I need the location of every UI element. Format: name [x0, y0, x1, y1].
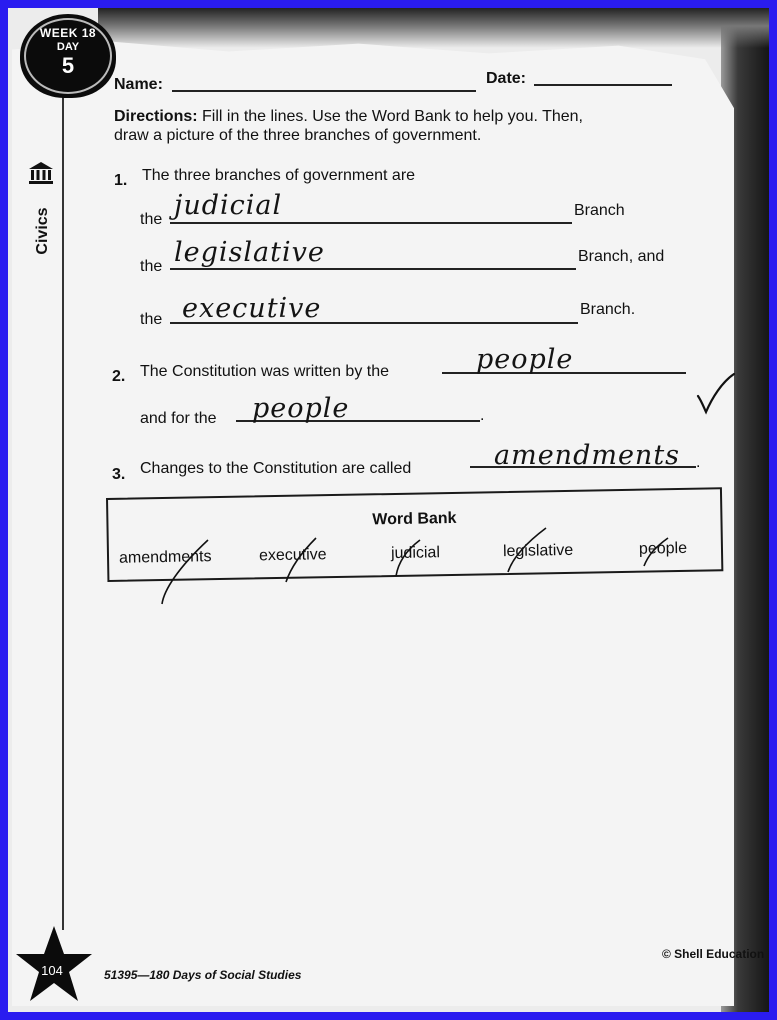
directions-text-1: Fill in the lines. Use the Word Bank to help you. Then, — [202, 108, 583, 125]
building-columns-icon — [28, 160, 54, 186]
word-bank-title: Word Bank — [372, 509, 457, 529]
q2-prompt2: and for the — [140, 410, 217, 427]
q3-answer: amendments — [494, 440, 681, 471]
subject-label: Civics — [34, 207, 51, 255]
q1-prompt: The three branches of government are — [142, 167, 416, 184]
q1-row3-answer: executive — [182, 293, 322, 324]
q2-end: . — [480, 407, 485, 424]
word-bank-box — [106, 487, 723, 582]
top-edge-shadow — [98, 8, 769, 48]
word-bank-word: executive — [258, 546, 327, 565]
q3-number: 3. — [112, 466, 126, 483]
q3-prompt: Changes to the Constitution are called — [140, 460, 412, 477]
q1-row3-prefix: the — [140, 311, 163, 328]
directions-line-2: draw a picture of the three branches of government. — [114, 127, 482, 144]
book-title: 51395—180 Days of Social Studies — [104, 968, 302, 982]
q2-answer2: people — [252, 393, 350, 424]
directions-label: Directions: — [114, 108, 198, 125]
q1-row2-prefix: the — [140, 258, 163, 275]
day-number: 5 — [61, 53, 75, 78]
day-label: DAY — [56, 41, 80, 53]
date-label: Date: — [486, 70, 527, 87]
q1-row2-answer: legislative — [174, 237, 325, 268]
q2-number: 2. — [112, 368, 126, 385]
word-bank-word: judicial — [390, 544, 441, 563]
page-number: 104 — [41, 963, 63, 978]
date-field[interactable] — [534, 84, 672, 86]
word-bank-word: people — [638, 539, 688, 558]
week-label: WEEK 18 — [39, 26, 97, 40]
q1-row1-prefix: the — [140, 211, 163, 228]
publisher-credit: © Shell Education — [662, 947, 765, 961]
q1-row3-suffix: Branch. — [580, 301, 636, 318]
word-bank-word: amendments — [118, 548, 212, 567]
margin-line — [62, 80, 64, 930]
q1-number: 1. — [114, 172, 128, 189]
q1-row1-answer-line[interactable] — [170, 222, 572, 224]
word-bank-word: legislative — [502, 541, 574, 561]
name-label: Name: — [114, 76, 163, 93]
week-day-badge — [20, 14, 116, 98]
q1-row2-suffix: Branch, and — [578, 248, 665, 265]
directions-line-1 — [114, 108, 583, 126]
name-field[interactable] — [172, 90, 476, 92]
q3-end: . — [696, 454, 701, 471]
q1-row1-suffix: Branch — [574, 202, 625, 219]
q1-row2-answer-line[interactable] — [170, 268, 576, 270]
q2-prompt: The Constitution was written by the — [140, 363, 390, 380]
checkmark-icon — [694, 370, 738, 416]
q2-answer1: people — [476, 344, 574, 375]
q1-row1-answer: judicial — [174, 190, 283, 221]
